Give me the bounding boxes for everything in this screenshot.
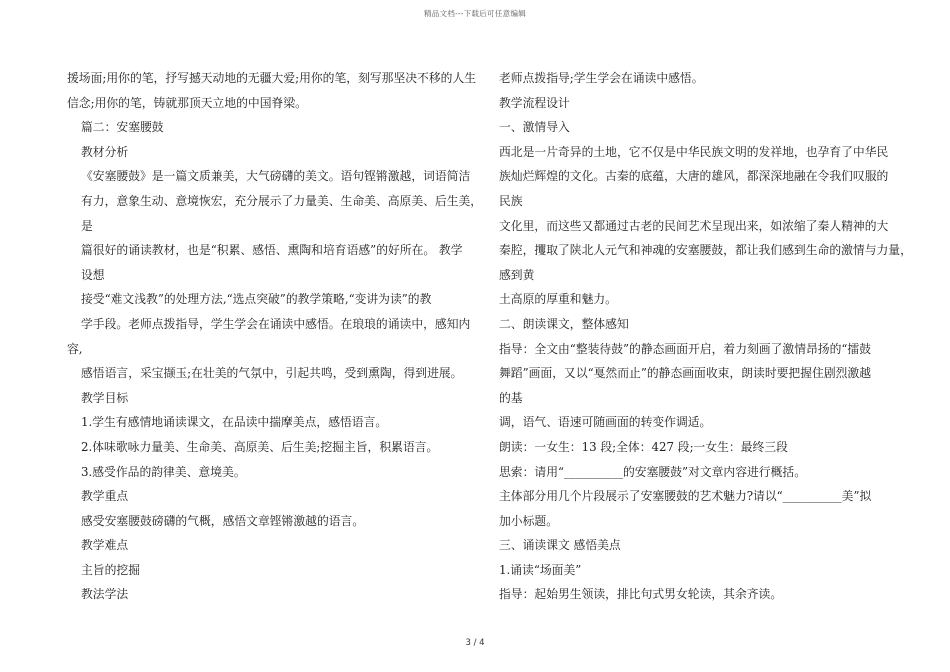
text-line: 主旨的挖掘 <box>81 562 140 577</box>
text-line: 三、诵读课文 感悟美点 <box>499 538 621 553</box>
text-line: 指导：起始男生领读，排比句式男女轮读，其余齐读。 <box>499 587 783 602</box>
text-line: 信念;用你的笔，铸就那顶天立地的中国脊梁。 <box>67 95 307 110</box>
text-line: 教学流程设计 <box>499 95 570 110</box>
text-line: 的基 <box>499 390 523 405</box>
text-line: 设想 <box>81 267 105 282</box>
text-line: 主体部分用几个片段展示了安塞腰鼓的艺术魅力?请以“__________美”拟 <box>499 489 872 504</box>
text-line: 文化里，而这些又都通过古老的民间艺术呈现出来，如浓缩了秦人精神的大 <box>499 218 889 233</box>
text-line: 指导：全文由“整装待鼓”的静态画面开启，着力刻画了激情昂扬的“擂鼓 <box>499 341 872 356</box>
text-line: 思索：请用“__________的安塞腰鼓”对文章内容进行概括。 <box>499 464 806 479</box>
text-line: 容, <box>67 341 83 356</box>
page-number: 3 / 4 <box>465 638 485 648</box>
text-line: 朗读：一女生：13 段;全体：427 段;一女生：最终三段 <box>499 439 788 454</box>
text-line: 《安塞腰鼓》是一篇文质兼美，大气磅礴的美文。语句铿锵激越，词语简洁 <box>81 169 471 184</box>
text-line: 秦腔，攫取了陕北人元气和神魂的安塞腰鼓，都让我们感到生命的激情与力量， <box>499 243 912 258</box>
text-line: 援场面;用你的笔，抒写撼天动地的无疆大爱;用你的笔，刻写那坚决不移的人生 <box>67 71 477 85</box>
text-line: 族灿烂辉煌的文化。古秦的底蕴，大唐的雄风，都深深地融在令我们叹服的 <box>499 169 889 184</box>
text-line: 舞蹈”画面，又以“戛然而止”的静态画面收束，朗读时要把握住剧烈激越 <box>499 366 872 381</box>
text-line: 3.感受作品的韵律美、意境美。 <box>81 464 246 479</box>
right-column <box>499 66 912 607</box>
text-line: 2.体味歌咏力量美、生命美、高原美、后生美;挖掘主旨，积累语言。 <box>81 439 439 454</box>
text-line: 感到黄 <box>499 267 535 282</box>
text-line: 接受“难文浅教”的处理方法,“选点突破”的教学策略,“变讲为读”的教 <box>81 292 432 307</box>
left-column <box>67 66 483 607</box>
text-line: 学手段。老师点拨指导，学生学会在诵读中感悟。在琅琅的诵读中，感知内 <box>81 316 471 331</box>
text-line: 是 <box>81 218 93 233</box>
text-line: 教材分析 <box>81 144 129 159</box>
text-line: 篇很好的诵读教材，也是“积累、感悟、熏陶和培育语感”的好所在。 教学 <box>81 243 463 258</box>
text-line: 调，语气、语速可随画面的转变作调适。 <box>499 415 712 430</box>
text-line: 篇二：安塞腰鼓 <box>81 120 164 135</box>
text-line: 感悟语言，采宝撷玉;在壮美的气氛中，引起共鸣，受到熏陶，得到进展。 <box>81 366 463 381</box>
text-line: 二、朗读课文，整体感知 <box>499 316 629 331</box>
text-line: 感受安塞腰鼓磅礴的气概，感悟文章铿锵激越的语言。 <box>81 513 365 528</box>
text-line: 老师点拨指导;学生学会在诵读中感悟。 <box>499 71 704 85</box>
text-line: 教法学法 <box>81 587 129 602</box>
text-line: 教学重点 <box>81 489 129 504</box>
text-line: 1.学生有感情地诵读课文，在品读中揣摩美点，感悟语言。 <box>81 415 388 430</box>
text-line: 民族 <box>499 193 523 208</box>
text-line: 有力，意象生动、意境恢宏，充分展示了力量美、生命美、高原美、后生美， <box>81 193 483 208</box>
page-header: 精品文档---下载后可任意编辑 <box>423 9 527 18</box>
text-line: 加小标题。 <box>499 513 558 528</box>
text-line: 西北是一片奇异的土地，它不仅是中华民族文明的发祥地，也孕育了中华民 <box>499 144 889 159</box>
text-line: 教学目标 <box>81 390 129 405</box>
text-line: 教学难点 <box>81 538 129 553</box>
text-line: 一、激情导入 <box>499 120 570 135</box>
text-line: 1.诵读“场面美” <box>499 562 582 577</box>
text-line: 土高原的厚重和魅力。 <box>499 292 617 307</box>
